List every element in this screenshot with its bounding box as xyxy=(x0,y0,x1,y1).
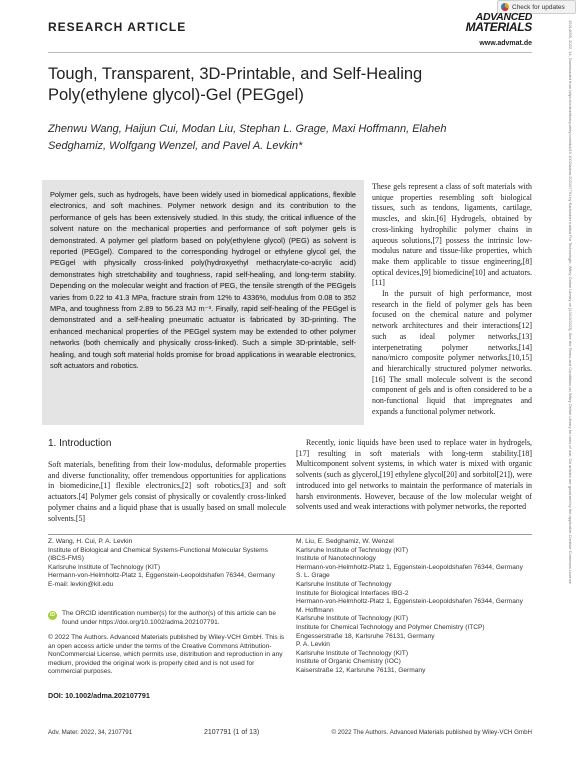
journal-website-link[interactable]: www.advmat.de xyxy=(479,40,532,47)
article-title: Tough, Transparent, 3D-Printable, and Self-Healing Poly(ethylene glycol)-Gel (PEGgel) xyxy=(48,65,423,104)
introduction-paragraph: Soft materials, benefiting from their low-modulus, deformable properties and diverse functionality, offer tremendous opportunities for applications in biomedicine,[1] flexible electronics,[2] soft robotics,[3] and soft actuators.[4] Polymer gels consist of physically or covalently cross-linked polymer chains and a liquid phase that is usually based on small molecule solvents.[5] xyxy=(48,460,286,523)
download-side-strip xyxy=(567,20,573,740)
affiliation-right: M. Liu, E. Sedghamiz, W. Wenzel Karlsruhe Institute of Technology (KIT) Institute of Nanotechnology Hermann-von-Helmholtz-Platz 1, Eggenstein-Leopoldshafen 76344, Germany S. L. Grage Karlsruhe Institute of Technology Institute for Biological Interfaces IBG-2 Hermann-von-Helmholtz-Platz 1, Eggenstein-Leopoldshafen 76344, Germany M. Hoffmann Karlsruhe Institute of Technology (KIT) Institute for Chemical Technology and Polymer Chemistry (ITCP) Engesserstraße 18, Karlsruhe 76131, Germany P. A. Levkin Karlsruhe Institute of Technology (KIT) Institute of Organic Chemistry (IOC) Kaiserstraße 12, Karlsruhe 76131, Germany xyxy=(296,538,523,674)
side-strip-text: 15214095, 2022, 14, Downloaded from https://onlinelibrary.wiley.com/doi/10.1002/adma.202107791 by Karlsruher Institut Für Technologie, Wiley Online Library on [13/12/2022]. See the Terms and Conditions on Wiley Online Library for rules of use; OA articles are governed by the applicable Creative Commons License xyxy=(568,20,573,584)
copyright-notice: © 2022 The Authors. Advanced Materials published by Wiley-VCH GmbH. This is an open access article under the terms of the Creative Commons Attribution-NonCommercial License, which permits use, distribution and reproduction in any medium, provided the original work is properly cited and is not used for commercial purposes. xyxy=(48,634,285,676)
paragraph: In the pursuit of high performance, most research in the field of polymer gels has been focused on the chemical nature and polymer network architectures and their interactions[12] such as ideal polymer networks,[13] interpenetrating polymer networks,[14] nano/micro composite polymer networks,[10,15] and hierarchically structured polymer networks.[16] The small molecule solvent is the second component of gels and is often considered to be a non-functional liquid that impregnates and expands a functional polymer network. xyxy=(372,289,532,416)
section-heading-introduction: 1. Introduction xyxy=(48,438,112,449)
paragraph: These gels represent a class of soft materials with unique properties resembling soft biological tissues, such as tendons, ligaments, cartilage, muscles, and skin.[6] Hydrogels, obtained by cross-linking hydrophilic polymer chains in aqueous solutions,[7] possess the intrinsic low-modulus nature and tissue-like properties, which make them applicable to tissue engineering,[8] optical devices,[9] biomedicine[10] and actuators.[11] xyxy=(372,182,532,288)
footer-citation: Adv. Mater. 2022, 34, 2107791 xyxy=(48,729,133,736)
introduction-paragraph-continued: Recently, ionic liquids have been used to replace water in hydrogels,[17] resulting in soft materials with long-term stability.[18] Multicomponent solvent systems, in which water is mixed with organic solvents (such as glycerol,[19] ethylene glycol[20] and sorbitol[21]), were introduced into gel networks to maintain the performance of materials in harsh environments. However, because of the low molecular weight of solvents used and weak interactions with polymer networks, the reported xyxy=(296,438,532,512)
doi-link[interactable]: DOI: 10.1002/adma.202107791 xyxy=(48,691,150,700)
crossmark-icon xyxy=(501,3,509,11)
section-label: RESEARCH ARTICLE xyxy=(48,20,187,34)
journal-logo xyxy=(452,13,532,32)
footer-publisher: © 2022 The Authors. Advanced Materials published by Wiley-VCH GmbH xyxy=(331,729,532,736)
header-divider xyxy=(48,52,532,53)
logo-line-1: ADVANCED xyxy=(475,11,532,23)
footer-page-number: 2107791 (1 of 13) xyxy=(204,729,260,736)
footnote-divider xyxy=(48,534,532,535)
right-column-text xyxy=(372,182,532,417)
abstract-box xyxy=(42,180,364,425)
affiliation-left: Z. Wang, H. Cui, P. A. Levkin Institute of Biological and Chemical Systems-Functional Molecular Systems (IBCS-FMS) Karlsruhe Institute of Technology (KIT) Hermann-von-Helmholtz-Platz 1, Eggenstein-Leopoldshafen 76344, Germany E-mail: levkin@kit.edu xyxy=(48,538,275,588)
orcid-text: The ORCID identification number(s) for the author(s) of this article can be found under https://doi.org/10.1002/adma.202107791. xyxy=(62,610,277,626)
orcid-note[interactable] xyxy=(48,610,286,627)
orcid-icon: iD xyxy=(50,612,55,618)
abstract-text: Polymer gels, such as hydrogels, have been widely used in biomedical applications, flexible electronics, and soft machines. Polymer network design and its contribution to the performance of gels has been extensively studied. In this study, the critical influence of the solvent nature on the mechanical properties and performance of soft polymer gels is demonstrated. A polymer gel platform based on poly(ethylene glycol) (PEG) as solvent is reported (PEGgel). Compared to the corresponding hydrogel or ethylene glycol gel, the PEGgel with physically cross-linked poly(hydroxyethyl methacrylate-co-acrylic acid) demonstrates high stretchability and toughness, rapid self-healing, and long-term stability. Depending on the molecular weight and fraction of PEG, the tensile strength of the PEGgels varies from 0.22 to 41.3 MPa, fracture strain from 12% to 4336%, modulus from 0.08 to 352 MPa, and toughness from 2.89 to 56.23 MJ m⁻³. Finally, rapid self-healing of the PEGgel is demonstrated and a self-healing pneumatic actuator is fabricated by 3D-printing. The enhanced mechanical properties of the PEGgel system may be extended to other polymer networks (both chemically and physically cross-linked). Such a simple 3D-printable, self-healing, and tough soft material holds promise for broad applications in wearable electronics, soft actuators and robotics. xyxy=(50,190,356,371)
author-list: Zhenwu Wang, Haijun Cui, Modan Liu, Stephan L. Grage, Maxi Hoffmann, Elaheh Sedghamiz, Wolfgang Wenzel, and Pavel A. Levkin* xyxy=(48,123,447,152)
check-for-updates-label: Check for updates xyxy=(512,3,565,11)
logo-line-2: MATERIALS xyxy=(465,20,532,34)
